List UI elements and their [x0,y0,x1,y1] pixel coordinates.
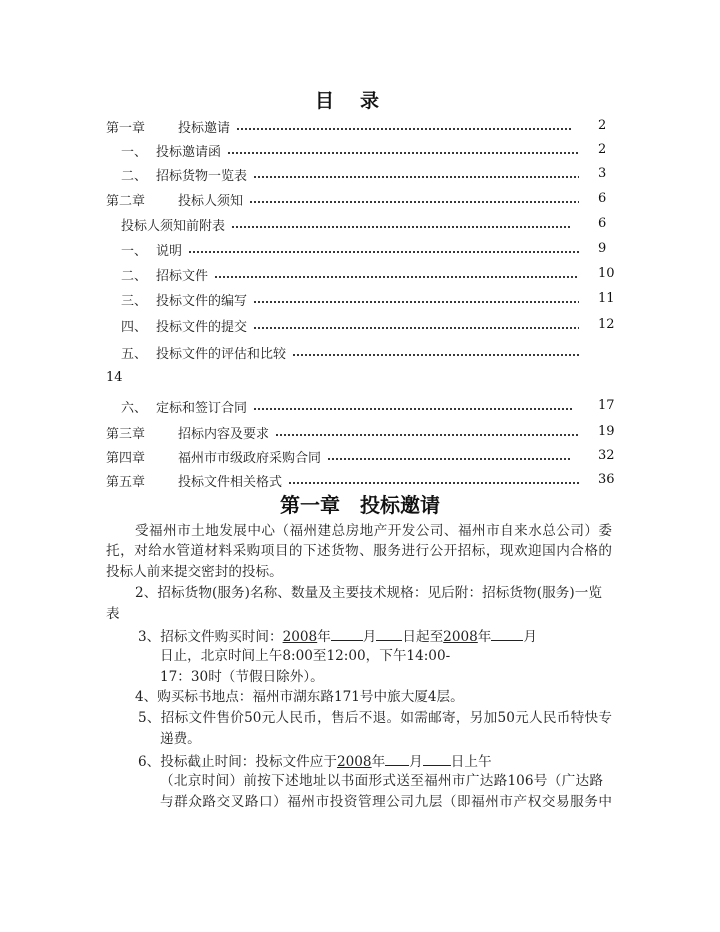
paragraph-line: 受福州市土地发展中心（福州建总房地产开发公司、福州市自来水总公司）委 [135,523,612,539]
toc-entry-number: 五、 [121,346,148,362]
paragraph-line: 托，对给水管道材料采购项目的下述货物、服务进行公开招标，现欢迎国内合格的 [106,543,612,559]
toc-entry-number: 三、 [121,293,148,309]
paragraph-line: 表 [106,606,120,622]
dot-leader [227,140,579,160]
toc-entry[interactable] [121,315,585,335]
dot-leader [188,239,579,259]
toc-entry-page: 32 [598,448,615,463]
toc-entry-page: 12 [598,317,615,332]
toc-entry-title: 招标内容及要求 [178,426,270,442]
toc-entry-number: 四、 [121,319,148,335]
text: 年 [477,629,492,645]
blank-field [385,750,409,766]
toc-entry-title: 投标文件的提交 [156,319,248,335]
toc-entry[interactable] [121,264,585,284]
deadline-line [138,750,492,772]
paragraph-line: 日止，北京时间上午8:00至12:00，下午14:00- [160,648,451,664]
dot-leader [275,422,579,442]
toc-entry-page: 9 [598,241,607,256]
dot-leader [292,342,579,362]
chapter-heading: 第一章 投标邀请 [280,493,440,517]
toc-entry-title: 投标文件相关格式 [178,474,283,490]
blank-field [331,625,363,641]
toc-entry-number: 第三章 [106,426,146,442]
toc-title: 目录 [314,90,405,112]
text: 月 [362,629,377,645]
text: 年 [317,629,331,645]
toc-entry-number: 一、 [121,144,148,160]
text: 月 [409,754,423,770]
blank-field [376,625,402,641]
text: 日起至 [402,629,444,645]
paragraph-line: 5、招标文件售价50元人民币，售后不退。如需邮寄，另加50元人民币特快专 [138,710,612,726]
paragraph-line: （北京时间）前按下述地址以书面形式送至福州市广达路106号（广达路 [160,773,603,789]
toc-entry-page: 17 [598,398,615,413]
dot-leader [253,164,579,184]
toc-entry-page: 6 [598,216,607,231]
dot-leader [253,289,579,309]
toc-entry-title: 投标文件的评估和比较 [156,346,287,362]
toc-entry-number: 第五章 [106,474,146,490]
toc-entry-title: 投标文件的编写 [156,293,248,309]
toc-entry[interactable] [106,189,585,209]
toc-entry-title: 说明 [156,243,183,259]
toc-entry-title: 定标和签订合同 [156,400,248,416]
toc-entry[interactable] [121,214,578,234]
toc-entry[interactable] [106,116,578,136]
toc-entry-title: 投标人须知前附表 [121,218,226,234]
toc-entry-title: 投标人须知 [178,193,244,209]
paragraph-line: 17：30时（节假日除外）。 [160,669,324,685]
text: 3、招标文件购买时间： [138,629,283,645]
toc-entry[interactable] [121,396,578,416]
toc-entry-title: 招标文件 [156,268,209,284]
toc-entry[interactable] [121,164,585,184]
paragraph-line: 2、招标货物(服务)名称、数量及主要技术规格：见后附：招标货物(服务)一览 [135,585,602,601]
dot-leader [253,315,579,335]
toc-entry-number: 二、 [121,268,148,284]
toc-entry[interactable] [121,239,585,259]
toc-entry-number: 第四章 [106,450,146,466]
paragraph-line: 投标人前来提交密封的投标。 [106,564,283,580]
year: 2008 [443,629,478,645]
toc-entry-page: 36 [598,472,615,487]
toc-entry[interactable] [121,289,585,309]
toc-entry-title: 投标邀请 [178,120,231,136]
toc-entry-title: 投标邀请函 [156,144,222,160]
blank-field [491,625,523,641]
toc-entry-page: 2 [598,142,607,157]
toc-entry-number: 二、 [121,168,148,184]
text: 月 [523,629,537,645]
toc-entry-page: 3 [598,166,607,181]
purchase-time-line [138,625,537,647]
toc-entry-number: 第一章 [106,120,146,136]
paragraph-line: 递费。 [160,731,201,747]
dot-leader [249,189,579,209]
text: 日上午 [450,754,492,770]
dot-leader [214,264,579,284]
toc-entry-page: 6 [598,191,607,206]
toc-entry-page: 19 [598,424,615,439]
dot-leader [236,116,572,136]
toc-entry[interactable] [121,342,585,362]
toc-entry[interactable] [106,470,585,490]
toc-entry-page: 11 [598,291,615,306]
toc-entry[interactable] [106,422,585,442]
text: 6、投标截止时间：投标文件应于 [138,754,337,770]
toc-entry[interactable] [121,140,585,160]
text: 年 [371,754,386,770]
toc-entry-page: 14 [106,370,123,385]
year: 2008 [282,629,318,645]
toc-entry-page: 10 [598,266,615,281]
year: 2008 [336,754,372,770]
toc-entry-title: 福州市市级政府采购合同 [178,450,322,466]
toc-entry-number: 六、 [121,400,148,416]
dot-leader [327,446,572,466]
dot-leader [231,214,572,234]
blank-field [423,750,451,766]
toc-entry-number: 一、 [121,243,148,259]
dot-leader [253,396,572,416]
paragraph-line: 4、购买标书地点：福州市湖东路171号中旅大厦4层。 [135,689,464,705]
toc-entry[interactable] [106,446,578,466]
toc-entry-number: 第二章 [106,193,146,209]
paragraph-line: 与群众路交叉路口）福州市投资管理公司九层（即福州市产权交易服务中 [160,794,612,810]
toc-entry-title: 招标货物一览表 [156,168,248,184]
toc-entry-page: 2 [598,118,607,133]
dot-leader [288,470,579,490]
